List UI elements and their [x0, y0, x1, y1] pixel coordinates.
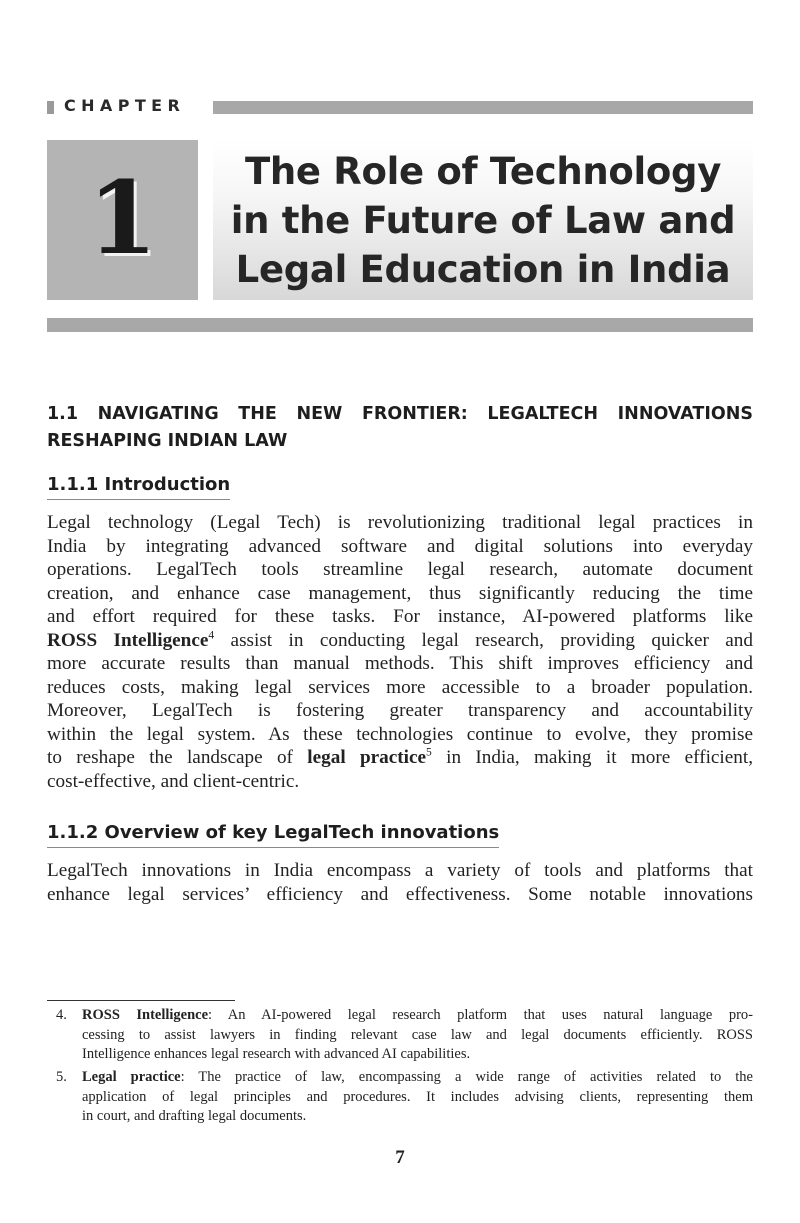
footnote-text: ROSS Intelligence: An AI-powered legal research platform that uses natural language pro- cessing to assist lawyers in finding relevant case law and legal documents efficiently. ROSS Intelligence enhances legal research with advanced AI capabilities. [82, 1007, 753, 1062]
text-line: cost-effective, and client-centric. [47, 770, 300, 792]
introduction-paragraph [47, 511, 753, 793]
chapter-label: CHAPTER [64, 96, 186, 115]
chapter-title-box [213, 140, 753, 300]
chapter-rule-bottom [47, 318, 753, 332]
chapter-marker [47, 101, 54, 114]
footnote-term: ROSS Intelligence [82, 1007, 209, 1023]
chapter-number-box [47, 140, 198, 300]
text-line: to reshape the landscape of legal practice$^5$ in India, making it more efficient, [47, 746, 753, 768]
overview-paragraph [47, 859, 753, 906]
footnote-text: Legal practice: The practice of law, encompassing a wide range of activities related to the application of legal principles and procedures. It includes advising clients, representing them in court, and drafting legal documents. [82, 1069, 753, 1124]
chapter-rule-top [213, 101, 753, 114]
text-line: within the legal system. As these technologies continue to evolve, they promise [47, 723, 753, 745]
chapter-title-line: in the Future of Law and [230, 198, 736, 242]
text-line: India by integrating advanced software and digital solutions into everyday [47, 535, 753, 557]
text-line: more accurate results than manual methods. This shift improves efficiency and [47, 653, 753, 674]
subsection-heading-overview: 1.1.2 Overview of key LegalTech innovations [47, 820, 499, 848]
footnote-number: 4. [56, 1007, 67, 1023]
text-line: enhance legal services’ efficiency and effectiveness. Some notable innovations [47, 883, 753, 905]
section-heading-line: 1.1 NAVIGATING THE NEW FRONTIER: LEGALTECH INNOVATIONS [47, 404, 753, 424]
text-line: operations. LegalTech tools streamline legal research, automate document [47, 559, 753, 580]
page-number: 7 [395, 1147, 405, 1168]
text-line: and effort required for these tasks. For instance, AI-powered platforms like [47, 606, 753, 627]
footnote-term: Legal practice [82, 1069, 181, 1085]
footnote-rule [47, 1000, 235, 1001]
chapter-number: 1 [87, 159, 158, 277]
subsection-heading-introduction: 1.1.1 Introduction [47, 472, 230, 500]
text-line: creation, and enhance case management, thus significantly reducing the time [47, 582, 753, 604]
bold-term: ROSS Intelligence [47, 629, 209, 651]
footnote-reference: 4 [208, 629, 215, 642]
bold-term: legal practice [307, 747, 427, 768]
chapter-title-line: The Role of Technology [244, 149, 722, 193]
text-line: LegalTech innovations in India encompass a variety of tools and platforms that [47, 860, 753, 881]
text-line: reduces costs, making legal services more accessible to a broader population. [47, 676, 753, 698]
footnote-number: 5. [56, 1069, 67, 1085]
text-line: Legal technology (Legal Tech) is revolutionizing traditional legal practices in [47, 512, 753, 533]
text-line: Moreover, LegalTech is fostering greater transparency and accountability [47, 700, 753, 721]
section-heading-line: RESHAPING INDIAN LAW [47, 431, 288, 451]
chapter-title-line: Legal Education in India [235, 247, 731, 291]
text-line: ROSS Intelligence$^4$ assist in conducting legal research, providing quicker and [47, 629, 753, 651]
footnote-reference: 5 [426, 746, 432, 759]
section-heading [47, 401, 753, 455]
chapter-title [213, 140, 753, 300]
